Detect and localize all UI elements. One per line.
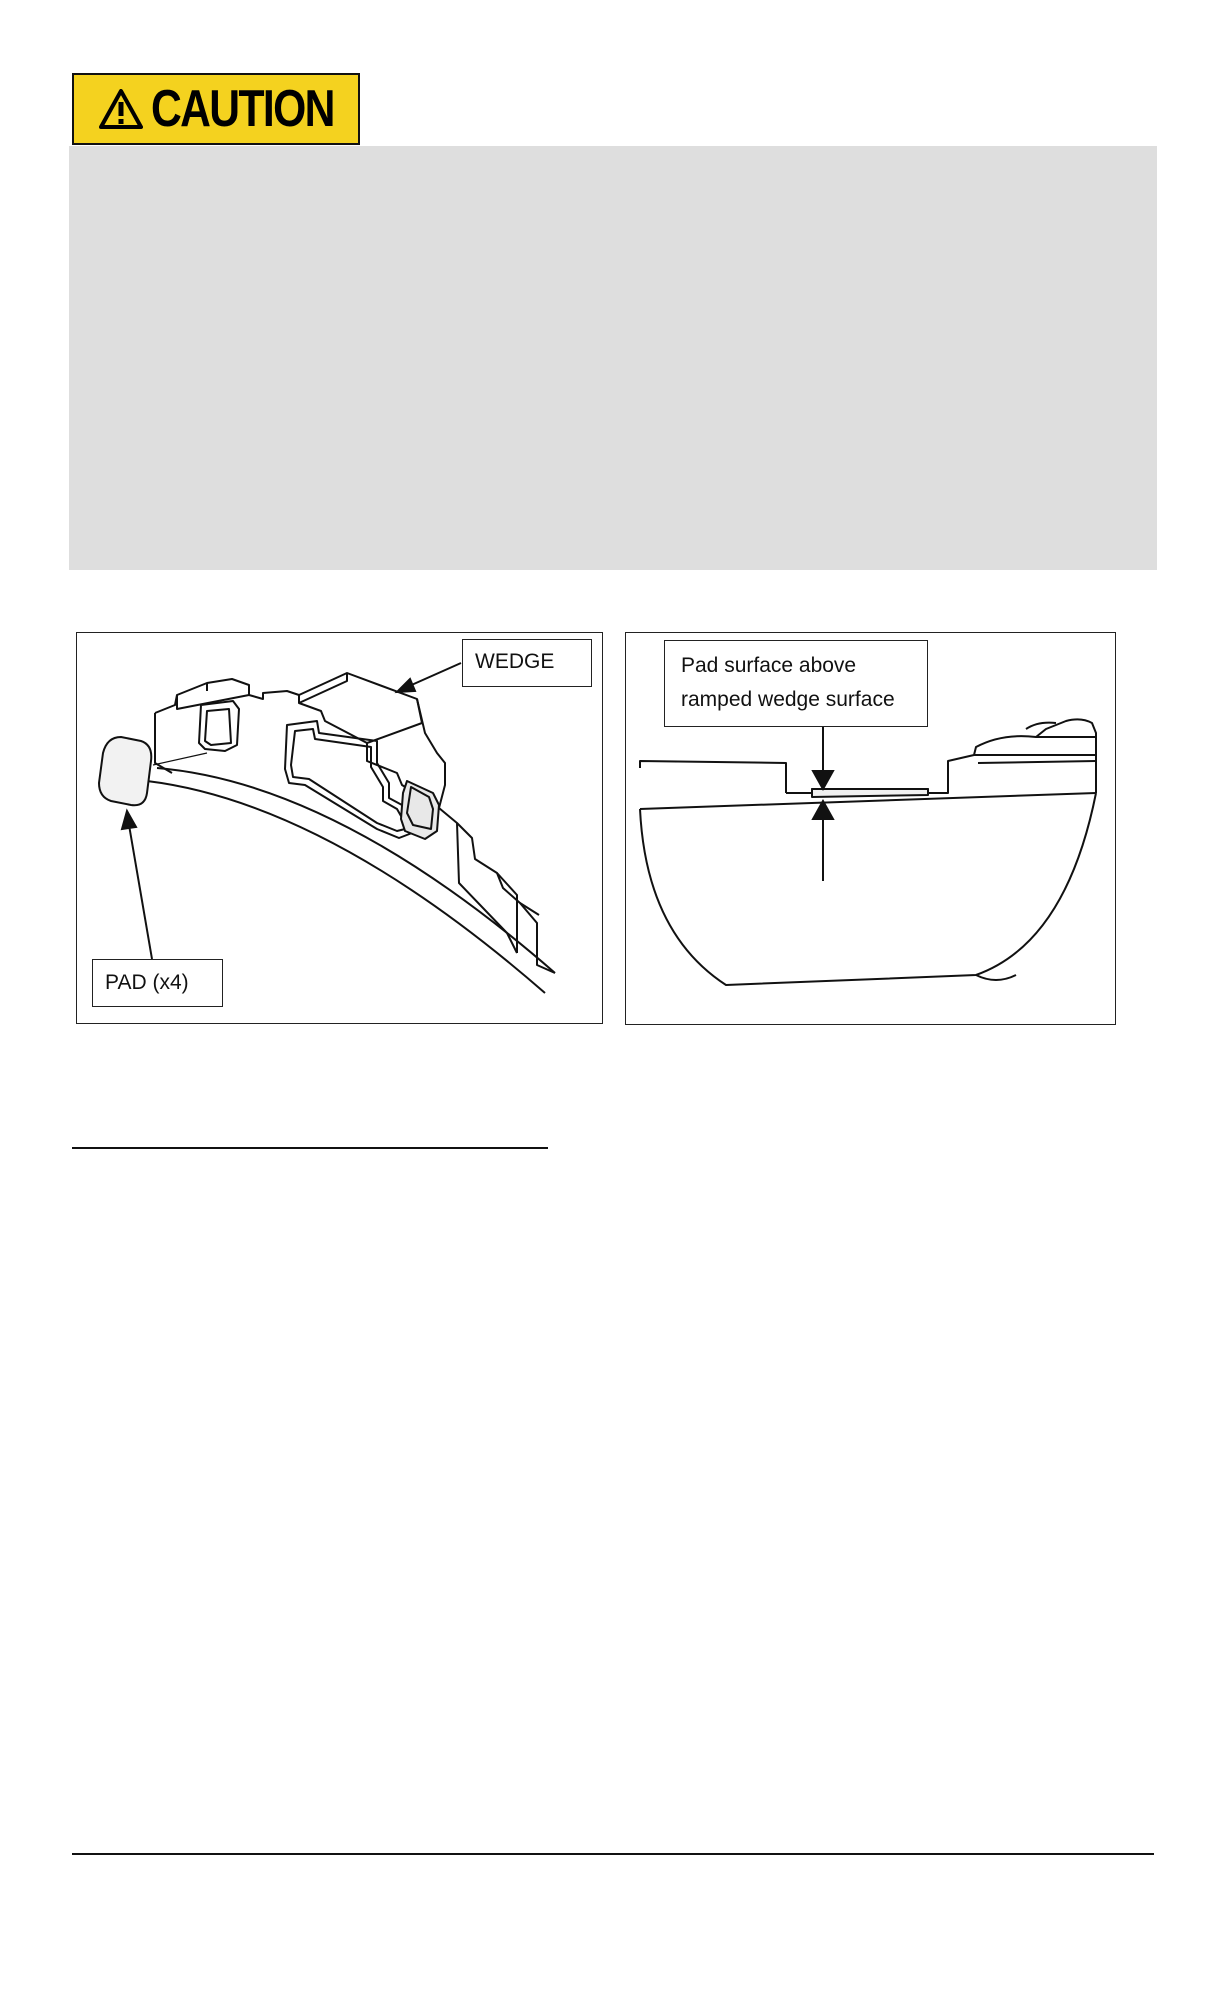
- wedge-callout: WEDGE: [462, 639, 592, 687]
- pad-surface-callout-line2: ramped wedge surface: [681, 688, 895, 711]
- caution-panel: [69, 146, 1157, 570]
- section-heading-rule: [72, 1147, 548, 1149]
- warning-triangle-icon: [99, 89, 143, 129]
- pad-surface-callout-line1: Pad surface above: [681, 654, 857, 677]
- pad-surface-callout: [664, 640, 928, 727]
- caution-label: CAUTION: [150, 80, 334, 138]
- pad-surface-figure: [625, 632, 1116, 1025]
- pad-callout: PAD (x4): [92, 959, 223, 1007]
- footer-divider: [72, 1853, 1154, 1855]
- caution-badge: [72, 73, 360, 145]
- wedge-figure: [76, 632, 603, 1024]
